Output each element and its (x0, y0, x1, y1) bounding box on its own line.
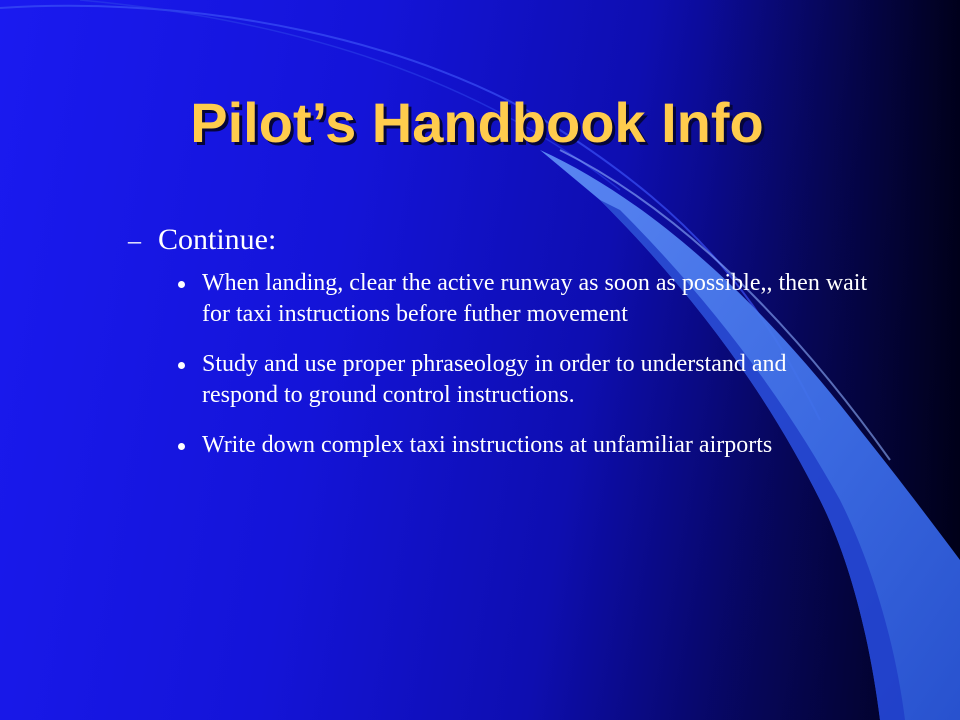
list-item (178, 349, 868, 411)
en-dash-icon: – (128, 226, 141, 255)
list-item-text: When landing, clear the active runway as soon as possible,, then wait for taxi instructions before futher movement (202, 270, 868, 327)
section-heading (128, 220, 276, 261)
bullet-dot-icon (178, 443, 185, 450)
list-item-text: Write down complex taxi instructions at unfamiliar airports (202, 432, 773, 458)
section-heading-label: Continue: (158, 223, 277, 256)
bullet-dot-icon (178, 281, 185, 288)
bullet-list (178, 268, 868, 480)
slide-title: Pilot’s Handbook Info (190, 91, 764, 154)
bullet-dot-icon (178, 362, 185, 369)
list-item (178, 430, 868, 461)
list-item (178, 268, 868, 330)
list-item-text: Study and use proper phraseology in order to understand and respond to ground control instructions. (202, 351, 787, 408)
